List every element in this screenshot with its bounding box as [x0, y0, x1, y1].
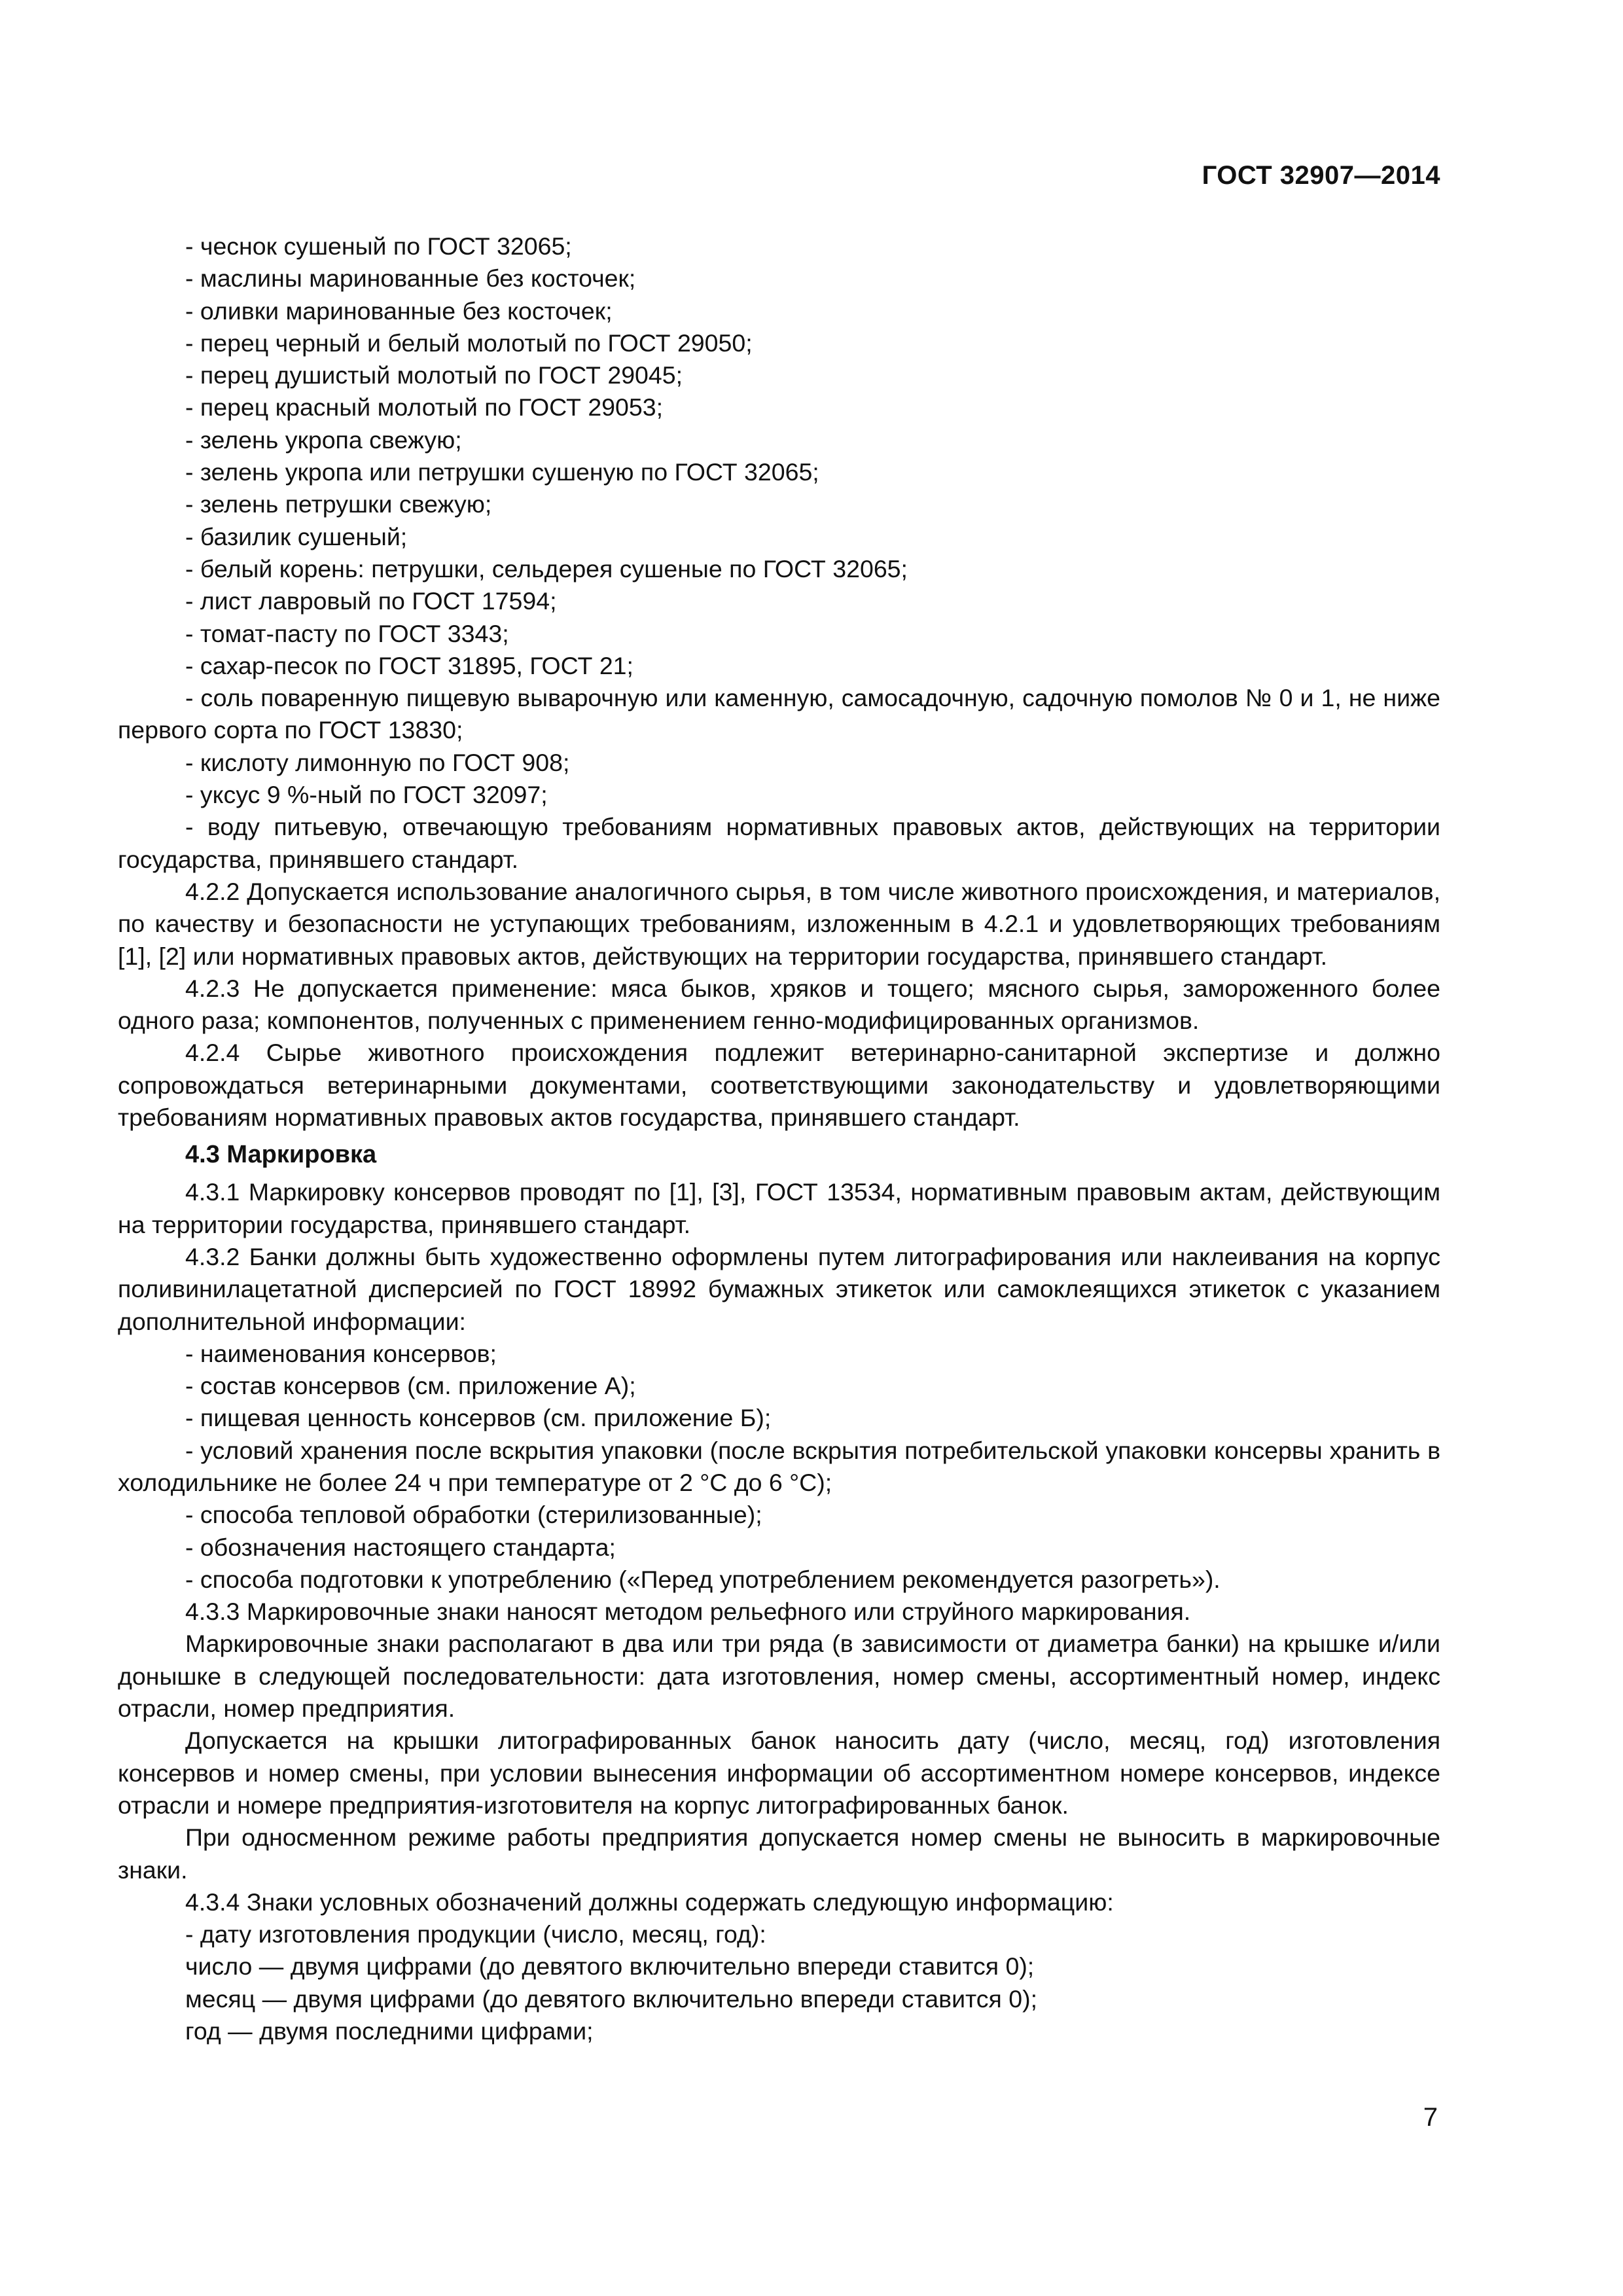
list-item: - лист лавровый по ГОСТ 17594;: [185, 587, 557, 615]
list-item: - условий хранения после вскрытия упаковки (после вскрытия потребительской упаковки консервы хранить в холодильнике не более 24 ч при температуре от 2 °С до 6 °С);: [118, 1436, 1440, 1496]
list-item: - состав консервов (см. приложение А);: [185, 1372, 636, 1400]
list-item: - оливки маринованные без косточек;: [185, 296, 613, 325]
clause-4-3-2: 4.3.2 Банки должны быть художественно оформлены путем литографирования или наклеивания на корпус поливинилацетатной дисперсией по ГОСТ 18992 бумажных этикеток или самоклеящихся этикеток с указанием дополнительной информации:: [118, 1242, 1440, 1335]
list-item: - томат-пасту по ГОСТ 3343;: [185, 619, 509, 647]
list-item: - базилик сушеный;: [185, 522, 408, 550]
list-item: - сахар-песок по ГОСТ 31895, ГОСТ 21;: [185, 651, 633, 679]
paragraph: месяц — двумя цифрами (до девятого включительно впереди ставится 0);: [185, 1984, 1038, 2013]
list-item: - чеснок сушеный по ГОСТ 32065;: [185, 232, 572, 260]
list-item: - воду питьевую, отвечающую требованиям нормативных правовых актов, действующих на территории государства, принявшего стандарт.: [118, 813, 1440, 873]
section-heading-marking: 4.3 Маркировка: [185, 1141, 377, 1169]
list-item: - маслины маринованные без косточек;: [185, 264, 636, 293]
paragraph: год — двумя последними цифрами;: [185, 2017, 594, 2045]
document-body: [118, 230, 1440, 2047]
paragraph: Маркировочные знаки располагают в два или три ряда (в зависимости от диаметра банки) на крышке и/или донышке в следующей последовательности: дата изготовления, номер смены, ассортиментный номер, индекс отрасли, номер предприятия.: [118, 1630, 1440, 1723]
list-item: - перец душистый молотый по ГОСТ 29045;: [185, 361, 683, 389]
list-item: - пищевая ценность консервов (см. приложение Б);: [185, 1404, 772, 1432]
list-item: - белый корень: петрушки, сельдерея сушеные по ГОСТ 32065;: [185, 554, 908, 583]
paragraph: Допускается на крышки литографированных банок наносить дату (число, месяц, год) изготовления консервов и номер смены, при условии вынесения информации об ассортиментном номере консервов, индексе отрасли и номере предприятия-изготовителя на корпус литографированных банок.: [118, 1727, 1440, 1819]
list-item: - зелень укропа свежую;: [185, 425, 462, 454]
clause-4-3-1: 4.3.1 Маркировку консервов проводят по [1], [3], ГОСТ 13534, нормативным правовым актам, действующим на территории государства, принявшего стандарт.: [118, 1178, 1440, 1238]
clause-4-3-3: 4.3.3 Маркировочные знаки наносят методом рельефного или струйного маркирования.: [185, 1598, 1191, 1626]
clause-4-2-4: 4.2.4 Сырье животного происхождения подлежит ветеринарно-санитарной экспертизе и должно сопровождаться ветеринарными документами, соответствующими законодательству и удовлетворяющими требованиям нормативных правовых актов государства, принявшего стандарт.: [118, 1039, 1440, 1132]
list-item: - способа тепловой обработки (стерилизованные);: [185, 1501, 762, 1529]
list-item: - наименования консервов;: [185, 1339, 497, 1367]
list-item: - способа подготовки к употреблению («Перед употреблением рекомендуется разогреть»).: [185, 1565, 1221, 1593]
list-item: - перец красный молотый по ГОСТ 29053;: [185, 393, 664, 422]
list-item: - зелень укропа или петрушки сушеную по ГОСТ 32065;: [185, 458, 819, 486]
clause-4-2-3: 4.2.3 Не допускается применение: мяса быков, хряков и тощего; мясного сырья, замороженного более одного раза; компонентов, полученных с применением генно-модифицированных организмов.: [118, 974, 1440, 1035]
list-item: - зелень петрушки свежую;: [185, 490, 492, 518]
list-item: - кислоту лимонную по ГОСТ 908;: [185, 748, 570, 776]
paragraph: При односменном режиме работы предприятия допускается номер смены не выносить в маркировочные знаки.: [118, 1823, 1440, 1884]
page-number: 7: [1423, 2103, 1438, 2132]
list-item: - соль поваренную пищевую выварочную или каменную, самосадочную, садочную помолов № 0 и 1, не ниже первого сорта по ГОСТ 13830;: [118, 684, 1440, 744]
clause-4-3-4: 4.3.4 Знаки условных обозначений должны содержать следующую информацию:: [185, 1888, 1114, 1916]
clause-4-2-2: 4.2.2 Допускается использование аналогичного сырья, в том числе животного происхождения, и материалов, по качеству и безопасности не уступающих требованиям, изложенным в 4.2.1 и удовлетворяющих требованиям [1], [2] или нормативных правовых актов, действующих на территории государства, принявшего стандарт.: [118, 877, 1440, 970]
document-code-header: ГОСТ 32907—2014: [1202, 161, 1440, 190]
list-item: - перец черный и белый молотый по ГОСТ 29050;: [185, 329, 753, 357]
paragraph: число — двумя цифрами (до девятого включительно впереди ставится 0);: [185, 1952, 1035, 1981]
list-item: - дату изготовления продукции (число, месяц, год):: [185, 1920, 766, 1948]
list-item: - обозначения настоящего стандарта;: [185, 1533, 616, 1561]
list-item: - уксус 9 %-ный по ГОСТ 32097;: [185, 781, 548, 809]
